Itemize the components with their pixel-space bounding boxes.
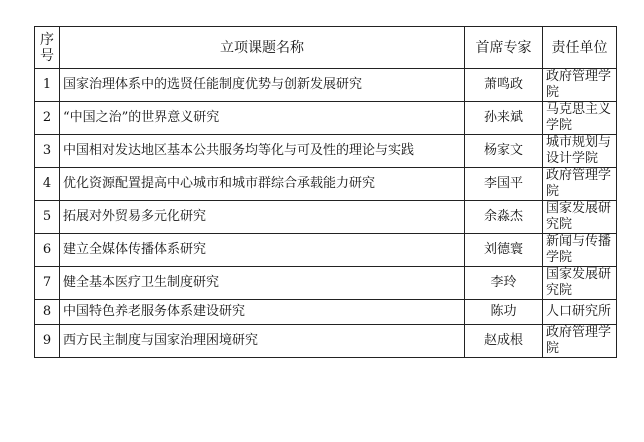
row-index: 4 — [35, 168, 60, 201]
table-row — [35, 267, 617, 300]
row-index: 5 — [35, 201, 60, 234]
row-expert: 李玲 — [465, 267, 543, 300]
row-index: 7 — [35, 267, 60, 300]
row-unit: 人口研究所 — [543, 300, 617, 325]
row-title: 健全基本医疗卫生制度研究 — [60, 267, 465, 300]
header-unit: 责任单位 — [543, 27, 617, 69]
row-title: 优化资源配置提高中心城市和城市群综合承载能力研究 — [60, 168, 465, 201]
row-index: 2 — [35, 102, 60, 135]
row-title: 西方民主制度与国家治理困境研究 — [60, 325, 465, 358]
row-expert: 萧鸣政 — [465, 69, 543, 102]
row-unit: 国家发展研究院 — [543, 201, 617, 234]
row-unit: 城市规划与设计学院 — [543, 135, 617, 168]
row-expert: 杨家文 — [465, 135, 543, 168]
row-expert: 孙来斌 — [465, 102, 543, 135]
header-expert: 首席专家 — [465, 27, 543, 69]
row-unit: 新闻与传播学院 — [543, 234, 617, 267]
row-index: 1 — [35, 69, 60, 102]
table-row — [35, 325, 617, 358]
row-unit: 马克思主义学院 — [543, 102, 617, 135]
row-expert: 余淼杰 — [465, 201, 543, 234]
table-row — [35, 102, 617, 135]
row-expert: 陈功 — [465, 300, 543, 325]
table-row — [35, 168, 617, 201]
row-index: 3 — [35, 135, 60, 168]
row-title: 拓展对外贸易多元化研究 — [60, 201, 465, 234]
table-row — [35, 234, 617, 267]
row-title: 建立全媒体传播体系研究 — [60, 234, 465, 267]
row-expert: 刘德寰 — [465, 234, 543, 267]
table-row — [35, 300, 617, 325]
row-index: 8 — [35, 300, 60, 325]
table-row — [35, 201, 617, 234]
row-unit: 政府管理学院 — [543, 325, 617, 358]
row-unit: 政府管理学院 — [543, 168, 617, 201]
row-title: 中国相对发达地区基本公共服务均等化与可及性的理论与实践 — [60, 135, 465, 168]
row-unit: 国家发展研究院 — [543, 267, 617, 300]
row-title: “中国之治”的世界意义研究 — [60, 102, 465, 135]
header-index: 序号 — [35, 27, 60, 69]
row-expert: 李国平 — [465, 168, 543, 201]
row-title: 国家治理体系中的选贤任能制度优势与创新发展研究 — [60, 69, 465, 102]
project-table — [34, 26, 617, 358]
row-index: 9 — [35, 325, 60, 358]
row-index: 6 — [35, 234, 60, 267]
table-header-row — [35, 27, 617, 69]
header-title: 立项课题名称 — [60, 27, 465, 69]
table-row — [35, 135, 617, 168]
row-title: 中国特色养老服务体系建设研究 — [60, 300, 465, 325]
row-expert: 赵成根 — [465, 325, 543, 358]
table-row — [35, 69, 617, 102]
row-unit: 政府管理学院 — [543, 69, 617, 102]
